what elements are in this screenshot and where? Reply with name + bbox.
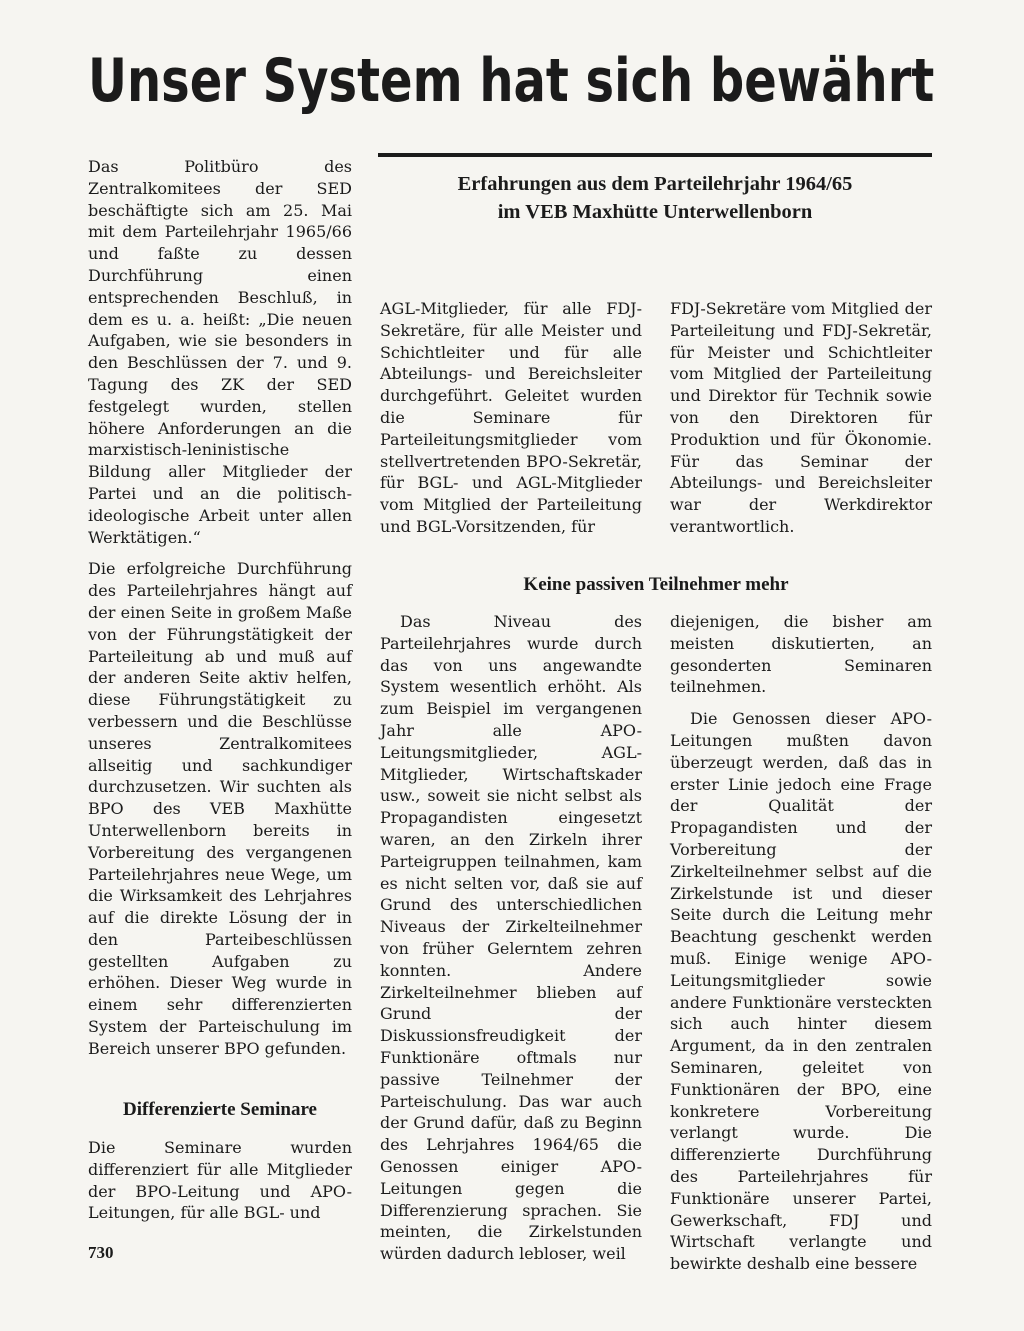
paragraph: Das Politbüro des Zentralkomitees der SED beschäftigte sich am 25. Mai mit dem Parteilehrjahr 1965/66 und faßte zu dessen Durchführung einen entsprechenden Beschluß, in dem es u. a. heißt: „Die neuen Aufgaben, wie sie besonders in den Beschlüssen der 7. und 9. Tagung des ZK der SED festgelegt wurden, stellen höhere Anforderungen an die marxistisch-leninistische Bildung aller Mitglieder der Partei und an die politisch-ideologische Arbeit unter allen Werktätigen.“	[88, 157, 352, 547]
header-rule	[378, 153, 932, 157]
section-title-keine-passiven-teilnehmer: Keine passiven Teilnehmer mehr	[523, 574, 789, 595]
right-column-bottom	[670, 611, 932, 1285]
paragraph: Das Niveau des Parteilehrjahres wurde durch das von uns angewandte System wesentlich erhöht. Als zum Beispiel im vergangenen Jahr alle APO-Leitungsmitglieder, AGL-Mitglieder, Wirtschaftskader usw., soweit sie nicht selbst als Propagandisten eingesetzt waren, an den Zirkeln ihrer Parteigruppen teilnahmen, kam es nicht selten vor, daß sie auf Grund des unterschiedlichen Niveaus der Zirkelteilnehmer von früher Gelerntem zehren konnten. Andere Zirkelteilnehmer blieben auf Grund der Diskussionsfreudigkeit der Funktionäre oftmals nur passive Teilnehmer der Parteischulung. Das war auch der Grund dafür, daß zu Beginn des Lehrjahres 1964/65 die Genossen einiger APO-Leitungen gegen die Differenzierung sprachen. Sie meinten, die Zirkelstunden würden dadurch lebloser, weil	[380, 612, 642, 1264]
paragraph: Die Seminare wurden differenziert für alle Mitglieder der BPO-Leitung und APO-Leitungen, für alle BGL- und	[88, 1138, 352, 1223]
right-column-top	[670, 298, 932, 548]
paragraph: diejenigen, die bisher am meisten diskutierten, an gesonderten Seminaren teilnehmen.	[670, 612, 932, 697]
left-column	[88, 156, 352, 1070]
middle-column-bottom	[380, 611, 642, 1275]
subheadline-line1: Erfahrungen aus dem Parteilehrjahr 1964/65	[457, 173, 853, 195]
left-column-continued	[88, 1137, 352, 1234]
paragraph: FDJ-Sekretäre vom Mitglied der Parteileitung und FDJ-Sekretär, für Meister und Schichtleiter vom Mitglied der Parteileitung und Direktor für Technik sowie von den Direktoren für Produktion und für Ökonomie. Für das Seminar der Abteilungs- und Bereichsleiter war der Werkdirektor verantwortlich.	[670, 299, 932, 536]
middle-column-top	[380, 298, 642, 548]
section-title-differenzierte-seminare: Differenzierte Seminare	[123, 1099, 317, 1120]
subheadline	[378, 170, 932, 226]
paragraph: AGL-Mitglieder, für alle FDJ-Sekretäre, für alle Meister und Schichtleiter und für alle Abteilungs- und Bereichsleiter durchgeführt. Geleitet wurden die Seminare für Parteileitungsmitglieder vom stellvertretenden BPO-Sekretär, für BGL- und AGL-Mitglieder vom Mitglied der Parteileitung und BGL-Vorsitzenden, für	[380, 299, 642, 536]
page-number: 730	[88, 1243, 114, 1262]
paragraph: Die erfolgreiche Durchführung des Parteilehrjahres hängt auf der einen Seite in großem Maße von der Führungstätigkeit der Parteileitung ab und muß auf der anderen Seite aktiv helfen, diese Führungstätigkeit zu verbessern und die Beschlüsse unseres Zentralkomitees allseitig und sachkundiger durchzusetzen. Wir suchten als BPO des VEB Maxhütte Unterwellenborn bereits in Vorbereitung des vergangenen Parteilehrjahres neue Wege, um die Wirksamkeit des Lehrjahres auf die direkte Lösung der in den Parteibeschlüssen gestellten Aufgaben zu erhöhen. Dieser Weg wurde in einem sehr differenzierten System der Parteischulung im Bereich unserer BPO gefunden.	[88, 559, 352, 1058]
headline: Unser System hat sich bewährt	[88, 46, 935, 116]
paragraph: Die Genossen dieser APO-Leitungen mußten davon überzeugt werden, daß das in erster Linie jedoch eine Frage der Qualität der Propagandisten und der Vorbereitung der Zirkelteilnehmer selbst auf die Zirkelstunde ist und dieser Seite durch die Leitung mehr Beachtung geschenkt werden muß. Einige wenige APO-Leitungsmitglieder sowie andere Funktionäre versteckten sich auch hinter diesem Argument, da in den zentralen Seminaren, geleitet von Funktionären der BPO, eine konkretere Vorbereitung verlangt wurde. Die differenzierte Durchführung des Parteilehrjahres für Funktionäre unserer Partei, Gewerkschaft, FDJ und Wirtschaft verlangte und bewirkte deshalb eine bessere	[670, 709, 932, 1274]
subheadline-line2: im VEB Maxhütte Unterwellenborn	[497, 201, 813, 223]
